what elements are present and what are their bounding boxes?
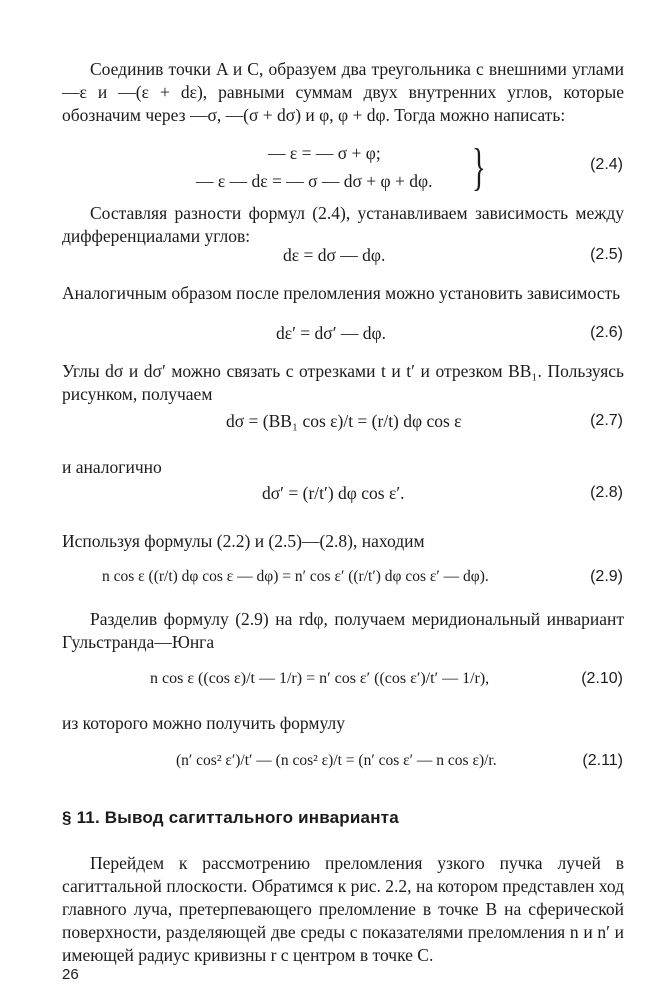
equation-2-9: n cos ε ((r/t) dφ cos ε — dφ) = n′ cos ε′ ((r/t′) dφ cos ε′ — dφ).: [102, 568, 489, 585]
equation-number-2-4: (2.4): [590, 156, 623, 173]
equation-number-2-5: (2.5): [590, 246, 623, 263]
equation-2-4-line-1: — ε = — σ + φ;: [268, 143, 381, 163]
page-number: 26: [62, 966, 79, 983]
equation-number-2-9: (2.9): [590, 568, 623, 585]
paragraph-similarly: и аналогично: [62, 457, 162, 477]
paragraph-meridional-invariant: Разделив формулу (2.9) на rdφ, получаем меридиональный инвариант Гульстранда—Юнга: [62, 609, 624, 652]
equation-number-2-6: (2.6): [590, 324, 623, 341]
equation-2-8: dσ′ = (r/t′) dφ cos ε′.: [262, 483, 405, 503]
equation-brace: }: [472, 139, 486, 196]
equation-2-6: dε′ = dσ′ — dφ.: [276, 323, 387, 343]
equation-2-4-line-2: — ε — dε = — σ — dσ + φ + dφ.: [196, 171, 433, 191]
section-heading: § 11. Вывод сагиттального инварианта: [62, 808, 399, 827]
paragraph-differences: Составляя разности формул (2.4), устанавливаем зависимость между дифференциалами углов:: [62, 203, 624, 246]
paragraph-formula-lead: из которого можно получить формулу: [62, 713, 345, 733]
equation-2-11: (n′ cos² ε′)/t′ — (n cos² ε)/t = (n′ cos ε′ — n cos ε)/r.: [176, 752, 497, 769]
equation-2-7: dσ = (BB₁ cos ε)/t = (r/t) dφ cos ε: [226, 411, 462, 431]
equation-number-2-11: (2.11): [582, 752, 623, 769]
paragraph-sagittal: Перейдем к рассмотрению преломления узкого пучка лучей в сагиттальной плоскости. Обратимся к рис. 2.2, на котором представлен ход главного луча, претерпевающего преломление в точке B на сферической поверхности, разделяющей две среды с показателями преломления n и n′ и имеющей радиус кривизны r с центром в точке C.: [62, 853, 624, 965]
equation-number-2-10: (2.10): [581, 670, 623, 687]
paragraph-analogous: Аналогичным образом после преломления можно установить зависимость: [62, 283, 621, 303]
equation-2-10: n cos ε ((cos ε)/t — 1/r) = n′ cos ε′ ((cos ε′)/t′ — 1/r),: [150, 670, 490, 687]
equation-number-2-7: (2.7): [590, 412, 623, 429]
paragraph-angles: Углы dσ и dσ′ можно связать с отрезками t и t′ и отрезком BB₁. Пользуясь рисунком, получаем: [62, 361, 624, 404]
equation-number-2-8: (2.8): [590, 484, 623, 501]
paragraph-intro: Соединив точки A и C, образуем два треугольника с внешними углами —ε и —(ε + dε), равными суммам двух внутренних углов, которые обозначим через —σ, —(σ + dσ) и φ, φ + dφ. Тогда можно написать:: [62, 59, 624, 125]
paragraph-using-formulas: Используя формулы (2.2) и (2.5)—(2.8), находим: [62, 531, 425, 551]
equation-2-5: dε = dσ — dφ.: [283, 245, 386, 265]
